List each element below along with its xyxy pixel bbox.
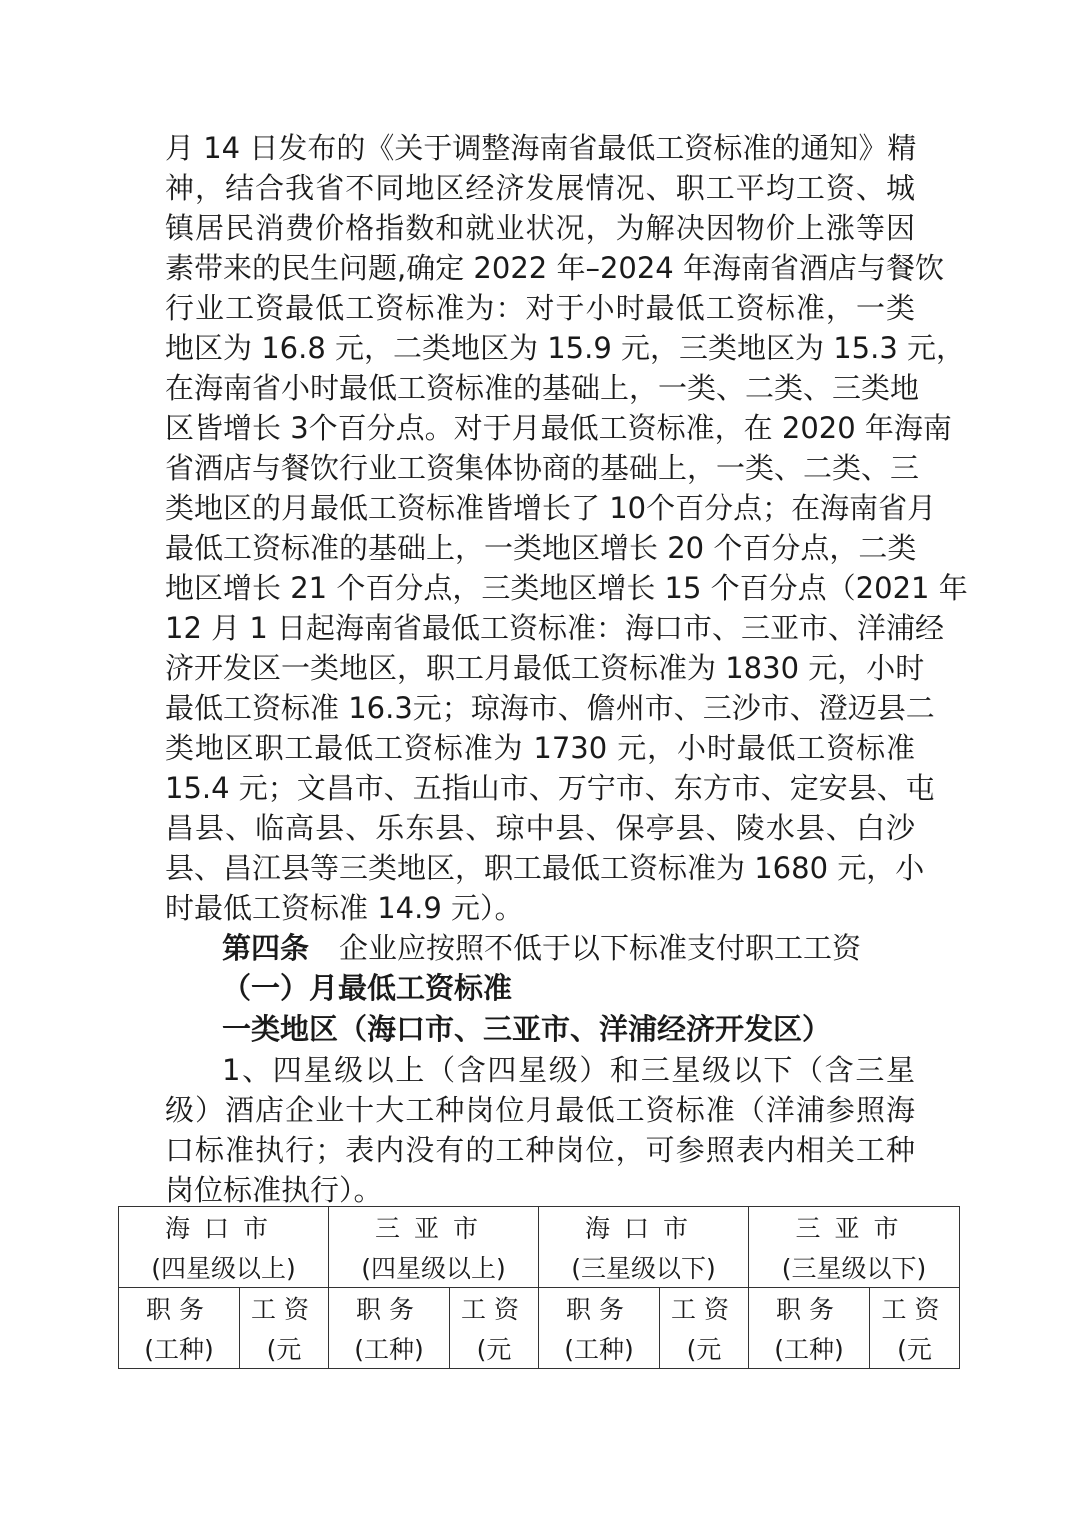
item-1-line: 岗位标准执行）。 [165,1173,383,1207]
group-city: 海口市 [584,1214,702,1243]
job-header-top: 职务 [565,1295,632,1324]
job-header-top: 职务 [775,1295,842,1324]
job-column-header [749,1288,870,1369]
paragraph-line: 济开发区一类地区，职工月最低工资标准为 1830 元，小时 [165,651,925,685]
paragraph-line: 地区增长 21 个百分点，三类地区增长 15 个百分点（2021 年 [165,571,968,605]
paragraph-line: 15.4 元；文昌市、五指山市、万宁市、东方市、定安县、屯 [165,771,935,805]
wage-table [118,1206,960,1369]
wage-column-header [660,1288,749,1369]
group-city: 三亚市 [374,1214,492,1243]
article-4-label: 第四条 [222,931,310,965]
paragraph-line: 月 14 日发布的《关于调整海南省最低工资标准的通知》精 [165,131,917,165]
table-group-header [749,1207,960,1288]
paragraph-line: 昌县、临高县、乐东县、琼中县、保亭县、陵水县、白沙 [165,811,915,845]
table-column-header-row [119,1288,960,1369]
paragraph-line: 行业工资最低工资标准为：对于小时最低工资标准，一类 [165,291,915,325]
wage-column-header [450,1288,539,1369]
paragraph-line: 最低工资标准的基础上，一类地区增长 20 个百分点，二类 [165,531,917,565]
wage-header-bottom: (元 [266,1335,302,1364]
paragraph-line: 在海南省小时最低工资标准的基础上，一类、二类、三类地 [165,371,920,405]
group-grade: (四星级以上) [361,1254,506,1283]
article-4-line [222,928,915,968]
paragraph-line: 类地区的月最低工资标准皆增长了 10个百分点；在海南省月 [165,491,937,525]
job-header-bottom: (工种) [354,1335,424,1364]
group-grade: (三星级以下) [781,1254,927,1283]
group-grade: (三星级以下) [571,1254,716,1283]
table-group-header [329,1207,539,1288]
wage-header-top: 工资 [460,1295,527,1324]
paragraph-line: 时最低工资标准 14.9 元）。 [165,891,524,925]
wage-header-bottom: (元 [476,1335,512,1364]
article-4-text: 企业应按照不低于以下标准支付职工工资 [339,931,862,965]
group-city: 海口市 [164,1214,282,1243]
paragraph-line: 省酒店与餐饮行业工资集体协商的基础上，一类、二类、三 [165,451,920,485]
item-1-line: 口标准执行；表内没有的工种岗位，可参照表内相关工种 [165,1133,915,1167]
job-column-header [119,1288,240,1369]
paragraph-line: 县、昌江县等三类地区，职工最低工资标准为 1680 元，小 [165,851,925,885]
paragraph-line: 12 月 1 日起海南省最低工资标准：海口市、三亚市、洋浦经 [165,611,945,645]
wage-header-bottom: (元 [686,1335,722,1364]
group-city: 三亚市 [795,1214,913,1243]
job-column-header [329,1288,450,1369]
wage-header-top: 工资 [670,1295,737,1324]
wage-header-top: 工资 [250,1295,317,1324]
job-header-bottom: (工种) [564,1335,634,1364]
wage-column-header [870,1288,960,1369]
job-header-top: 职务 [355,1295,422,1324]
wage-header-bottom: (元 [897,1335,932,1364]
paragraph-line: 素带来的民生问题,确定 2022 年–2024 年海南省酒店与餐饮 [165,251,944,285]
paragraph-line: 神，结合我省不同地区经济发展情况、职工平均工资、城 [165,171,915,205]
section-1-heading: （一）月最低工资标准 [222,971,513,1005]
item-1-line: 级）酒店企业十大工种岗位月最低工资标准（洋浦参照海 [165,1093,915,1127]
group-grade: (四星级以上) [151,1254,296,1283]
item-1-line: 1、四星级以上（含四星级）和三星级以下（含三星 [222,1053,915,1087]
region-1-heading: 一类地区（海口市、三亚市、洋浦经济开发区） [222,1012,832,1046]
wage-column-header [240,1288,329,1369]
paragraph-line: 地区为 16.8 元，二类地区为 15.9 元，三类地区为 15.3 元， [165,331,966,365]
paragraph-line: 镇居民消费价格指数和就业状况，为解决因物价上涨等因 [165,211,915,245]
wage-header-top: 工资 [881,1295,948,1324]
paragraph-line: 最低工资标准 16.3元；琼海市、儋州市、三沙市、澄迈县二 [165,691,935,725]
job-header-bottom: (工种) [774,1335,844,1364]
table-header-row [119,1207,960,1288]
table-group-header [539,1207,749,1288]
paragraph-line: 区皆增长 3个百分点。对于月最低工资标准，在 2020 年海南 [165,411,952,445]
paragraph-line: 类地区职工最低工资标准为 1730 元，小时最低工资标准 [165,731,915,765]
job-column-header [539,1288,660,1369]
job-header-bottom: (工种) [144,1335,214,1364]
job-header-top: 职务 [145,1295,212,1324]
table-group-header [119,1207,329,1288]
